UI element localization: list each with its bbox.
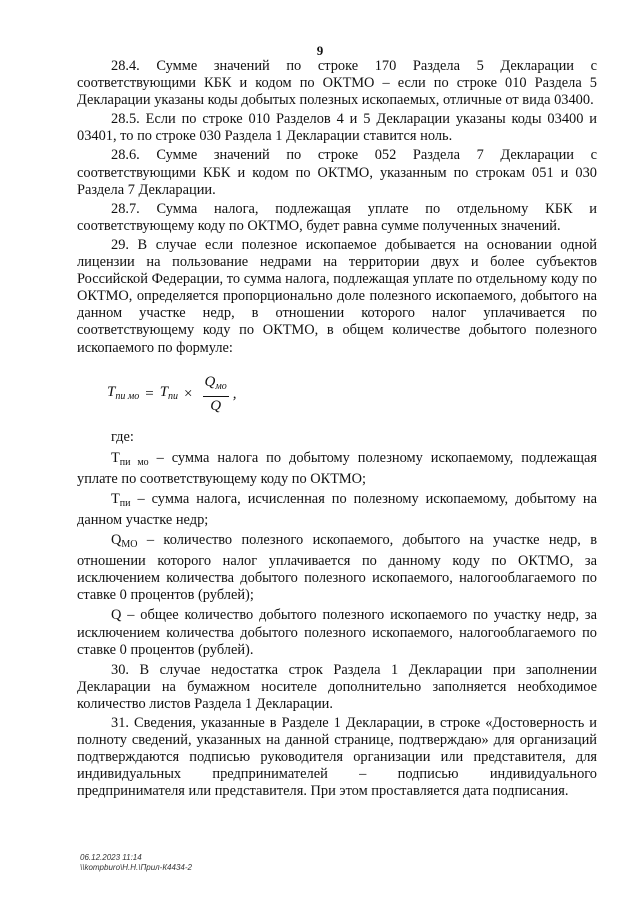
formula-denominator: Q [210,398,222,415]
formula-rhs: $Т_{пи}$ [159,384,179,403]
footer-timestamp: 06.12.2023 11:14 [80,853,142,862]
definition-t-pi-mo: $Т_{пи мо}$ – сумма налога по добытому полезному ископаемому, подлежащая уплате по соответствующему коду по ОКТМО; [77,449,597,487]
definition-t-pi: $Т_{пи}$ – сумма налога, исчисленная по полезному ископаемому, добытому на данном участке недр; [77,490,597,528]
paragraph-31: 31. Сведения, указанные в Разделе 1 Декларации, в строке «Достоверность и полноту сведений, указанных на данной странице, подтверждаю» для организаций подтверждаются подписью руководителя организации или представителя, для индивидуальных предпринимателей – подписью индивидуального предпринимателя или представителя. При этом проставляется дата подписания. [77,715,597,800]
tax-formula [77,367,597,423]
paragraph-28-4: 28.4. Сумме значений по строке 170 Раздела 5 Декларации с соответствующими КБК и кодом по ОКТМО – если по строке 010 Раздела 5 Декларации указаны коды добытых полезных ископаемых, отличные от вида 03400. [77,58,597,109]
paragraph-28-7: 28.7. Сумма налога, подлежащая уплате по отдельному КБК и соответствующему коду по ОКТМО, будет равна сумме полученных значений. [77,200,597,234]
definition-q: Q – общее количество добытого полезного ископаемого по участку недр, за исключением количества добытого полезного ископаемого, налогооблагаемого по ставке 0 процентов (рублей). [77,607,597,658]
document-body [77,58,597,804]
footer-stamp [80,853,192,873]
footer-file-path: \\kompburo\Н.Н.\Прил-К4434-2 [80,863,192,872]
paragraph-28-6: 28.6. Сумме значений по строке 052 Раздела 7 Декларации с соответствующими КБК и кодом по ОКТМО, указанным по строкам 051 и 030 Раздела 7 Декларации. [77,147,597,198]
definition-q-mo: $Q_{МО}$ – количество полезного ископаемого, добытого на участке недр, в отношении которого налог уплачивается по данному коду по ОКТМО, за исключением количества добытого полезного ископаемого, налогооблагаемого по ставке 0 процентов (рублей); [77,532,597,604]
formula-times: × [184,386,193,403]
formula-fraction [203,374,229,415]
formula-tail: , [232,386,237,403]
formula-equals: = [145,386,154,403]
formula-numerator: $Q_{мо}$ [203,374,229,397]
paragraph-28-5: 28.5. Если по строке 010 Разделов 4 и 5 Декларации указаны коды 03400 и 03401, то по строке 030 Раздела 1 Декларации ставится ноль. [77,111,597,145]
paragraph-30: 30. В случае недостатка строк Раздела 1 Декларации при заполнении Декларации на бумажном носителе дополнительно заполняется необходимое количество листов Раздела 1 Декларации. [77,661,597,712]
where-label: где: [111,428,134,445]
page-number: 9 [316,43,324,58]
formula-lhs: $Т_{пи мо}$ [107,384,140,403]
paragraph-29: 29. В случае если полезное ископаемое добывается на основании одной лицензии на пользование недрами на территории двух и более субъектов Российской Федерации, то сумма налога, подлежащая уплате по отдельному коду по ОКТМО, определяется пропорционально доле полезного ископаемого, добытого на данном участке недр, в отношении которого налог уплачивается по соответствующему коду по ОКТМО, в общем количестве добытого полезного ископаемого по формуле: [77,236,597,356]
